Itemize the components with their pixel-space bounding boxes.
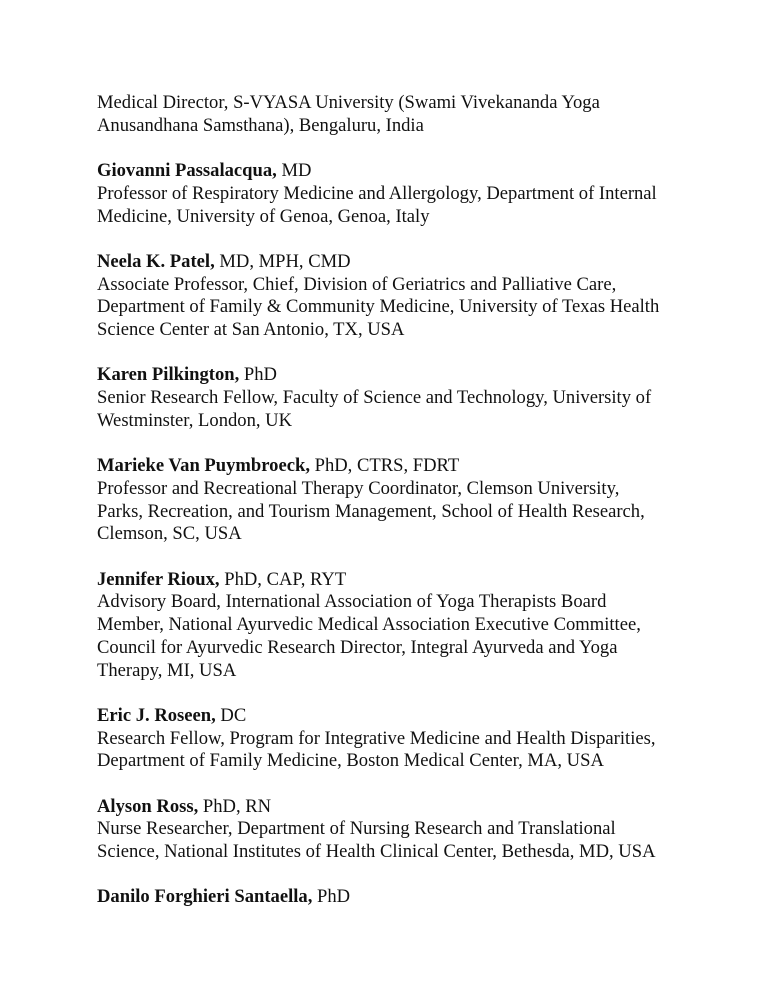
contributor-heading — [97, 251, 717, 274]
affiliation-line: Anusandhana Samsthana), Bengaluru, India — [97, 114, 424, 136]
contributor-entry — [97, 705, 717, 773]
contributor-name: Giovanni Passalacqua, — [97, 160, 277, 182]
contributor-name: Danilo Forghieri Santaella, — [97, 886, 313, 908]
contributor-credentials: PhD, CTRS, FDRT — [309, 455, 460, 477]
affiliation-line: Science, National Institutes of Health Clinical Center, Bethesda, MD, USA — [97, 841, 656, 863]
affiliation-line: Professor of Respiratory Medicine and Allergology, Department of Internal — [97, 182, 657, 204]
affiliation-line: Member, National Ayurvedic Medical Association Executive Committee, — [97, 614, 641, 636]
contributor-heading — [97, 455, 717, 478]
contributor-heading — [97, 796, 717, 819]
affiliation-line: Professor and Recreational Therapy Coordinator, Clemson University, — [97, 477, 620, 499]
contributor-name: Jennifer Rioux, — [97, 568, 220, 590]
contributor-entry — [97, 569, 717, 683]
contributor-heading — [97, 364, 717, 387]
affiliation-line: Clemson, SC, USA — [97, 523, 242, 545]
contributor-credentials: MD — [276, 160, 312, 182]
contributor-name: Eric J. Roseen, — [97, 704, 216, 726]
contributor-credentials: PhD — [239, 364, 277, 386]
contributor-credentials: PhD, CAP, RYT — [219, 568, 347, 590]
affiliation-line: Science Center at San Antonio, TX, USA — [97, 319, 405, 340]
contributor-name: Neela K. Patel, — [97, 250, 215, 272]
contributor-heading — [97, 886, 717, 909]
affiliation-line: Advisory Board, International Association of Yoga Therapists Board — [97, 591, 607, 613]
affiliation-line: Department of Family & Community Medicine, University of Texas Health — [97, 296, 660, 318]
contributor-credentials: PhD, RN — [198, 795, 272, 817]
affiliation-line: Therapy, MI, USA — [97, 659, 237, 681]
affiliation-line: Nurse Researcher, Department of Nursing Research and Translational — [97, 818, 616, 840]
affiliation-line: Westminster, London, UK — [97, 409, 293, 431]
contributor-entry — [97, 364, 717, 432]
affiliation-line: Medical Director, S-VYASA University (Swami Vivekananda Yoga — [97, 92, 600, 113]
contributor-name: Alyson Ross, — [97, 795, 199, 817]
continued-entry — [97, 92, 717, 137]
affiliation-line: Council for Ayurvedic Research Director, Integral Ayurveda and Yoga — [97, 636, 618, 658]
affiliation-line: Department of Family Medicine, Boston Medical Center, MA, USA — [97, 750, 604, 772]
affiliation-line: Associate Professor, Chief, Division of Geriatrics and Palliative Care, — [97, 273, 617, 295]
contributor-entry — [97, 886, 717, 909]
contributor-entry — [97, 251, 717, 342]
contributor-name: Marieke Van Puymbroeck, — [97, 455, 310, 477]
affiliation-line: Medicine, University of Genoa, Genoa, Italy — [97, 205, 430, 227]
contributor-entry — [97, 796, 717, 864]
contributor-credentials: DC — [215, 704, 247, 726]
contributor-credentials: MD, MPH, CMD — [214, 250, 351, 272]
contributor-credentials: PhD — [312, 886, 351, 908]
contributor-entry — [97, 455, 717, 546]
contributor-heading — [97, 569, 717, 592]
contributor-heading — [97, 705, 717, 728]
contributor-heading — [97, 160, 717, 183]
contributor-entry — [97, 160, 717, 228]
document-page — [97, 92, 717, 932]
affiliation-line: Parks, Recreation, and Tourism Management, School of Health Research, — [97, 500, 645, 522]
affiliation-line: Research Fellow, Program for Integrative Medicine and Health Disparities, — [97, 727, 656, 749]
affiliation-line: Senior Research Fellow, Faculty of Science and Technology, University of — [97, 387, 652, 409]
contributor-name: Karen Pilkington, — [97, 364, 240, 386]
